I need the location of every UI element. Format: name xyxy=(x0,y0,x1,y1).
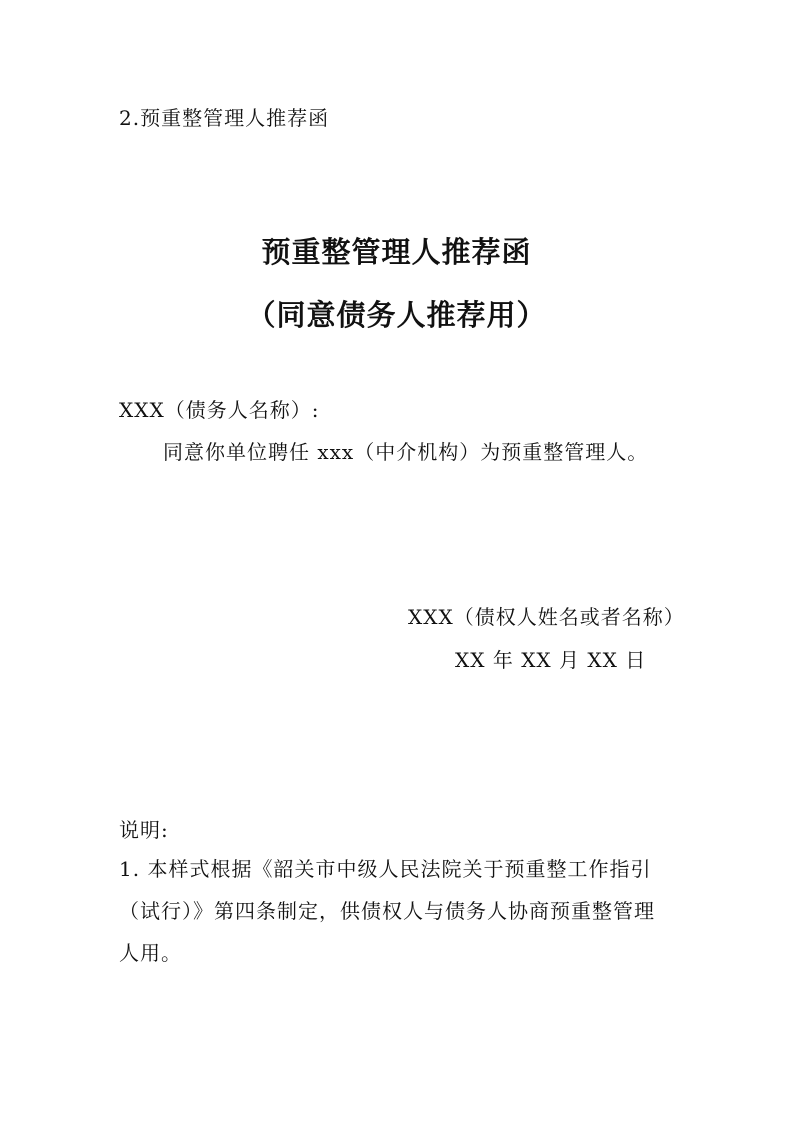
notes-line: 1. 本样式根据《韶关市中级人民法院关于预重整工作指引 xyxy=(119,857,652,881)
document-subtitle: （同意债务人推荐用） xyxy=(246,298,547,332)
body-paragraph: 同意你单位聘任 xxx（中介机构）为预重整管理人。 xyxy=(163,440,649,464)
section-label: 2.预重整管理人推荐函 xyxy=(119,106,330,130)
signature-signer: XXX（债权人姓名或者名称） xyxy=(408,605,685,629)
notes-line: 人用。 xyxy=(119,941,182,965)
notes-line: （试行）》第四条制定，供债权人与债务人协商预重整管理 xyxy=(119,899,655,923)
signature-date: XX 年 XX 月 XX 日 xyxy=(455,648,647,672)
document-title: 预重整管理人推荐函 xyxy=(261,235,532,269)
notes-label: 说明: xyxy=(119,818,169,842)
addressee-line: XXX（债务人名称）: xyxy=(119,398,320,422)
